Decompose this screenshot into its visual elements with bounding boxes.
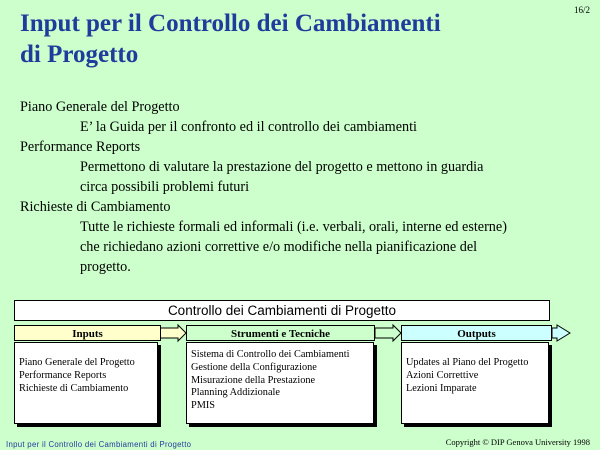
diagram-title: Controllo dei Cambiamenti di Progetto [14, 300, 550, 321]
section-heading: Performance Reports [20, 139, 141, 155]
inputs-header: Inputs [14, 325, 161, 341]
title-line: di Progetto [20, 41, 139, 68]
text-line: Tutte le richieste formali ed informali (i.e. verbali, orali, interne ed esterne) [80, 219, 507, 235]
tool-item: Planning Addizionale [191, 387, 280, 399]
outputs-header: Outputs [401, 325, 552, 341]
tool-item: PMIS [191, 400, 216, 412]
footer-title: Input per il Controllo dei Cambiamenti di Progetto [6, 440, 192, 449]
input-item: Richieste di Cambiamento [19, 382, 129, 394]
text-line: E’ la Guida per il confronto ed il controllo dei cambiamenti [80, 119, 417, 135]
text-line: Permettono di valutare la prestazione del progetto e mettono in guardia [80, 159, 484, 175]
arrow-icon [375, 325, 401, 341]
output-item: Updates al Piano del Progetto [406, 357, 529, 368]
inputs-box [14, 342, 158, 424]
tool-item: Gestione della Configurazione [191, 361, 317, 373]
tool-item: Misurazione della Prestazione [191, 374, 316, 386]
text-line: progetto. [80, 259, 131, 275]
section-heading: Piano Generale del Progetto [20, 99, 180, 115]
text-line: che richiedano azioni correttive e/o modifiche nella pianificazione del [80, 239, 478, 255]
arrow-icon [160, 325, 186, 341]
input-item: Piano Generale del Progetto [19, 357, 135, 368]
footer-copyright: Copyright © DIP Genova University 1998 [445, 437, 590, 447]
text-line: circa possibili problemi futuri [80, 179, 250, 195]
section-heading: Richieste di Cambiamento [20, 199, 171, 215]
output-item: Azioni Correttive [406, 369, 479, 381]
title-line: Input per il Controllo dei Cambiamenti [20, 10, 441, 37]
output-item: Lezioni Imparate [406, 382, 477, 394]
tools-header: Strumenti e Tecniche [186, 325, 375, 341]
arrow-icon [552, 325, 570, 341]
tools-box [186, 342, 374, 424]
page-number: 16/2 [573, 5, 590, 15]
outputs-box [401, 342, 549, 424]
tool-item: Sistema di Controllo dei Cambiamenti [191, 349, 350, 360]
input-item: Performance Reports [19, 369, 107, 381]
